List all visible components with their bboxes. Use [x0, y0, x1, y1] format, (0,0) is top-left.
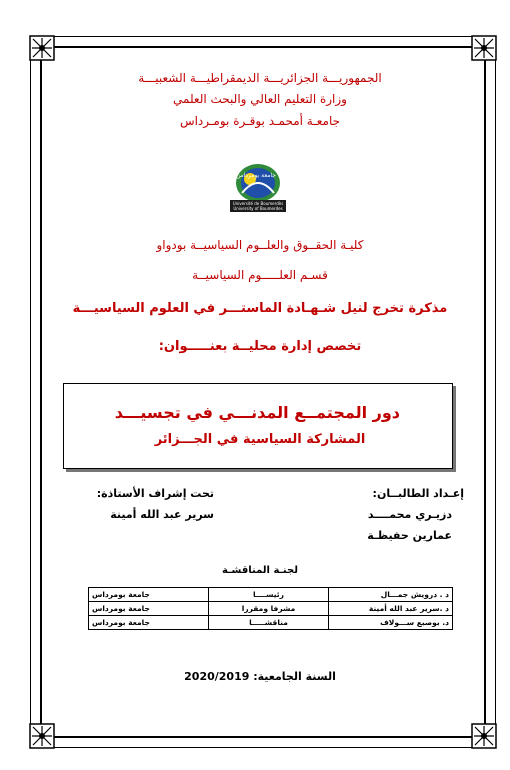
- student-name-2: عمارين حفيظـة: [367, 529, 452, 542]
- thesis-title-line-2: المشاركة السياسية في الجـــزائر: [154, 432, 366, 447]
- student-name-1: دزيـري محمــــد: [367, 508, 452, 521]
- thesis-title-line-1: دور المجتمــع المدنـــي في تجسيـــد: [114, 403, 400, 422]
- faculty-line: كليـة الحقــوق والعلــوم السياسيــة بودواو: [156, 238, 364, 252]
- jury-member-name: د . درويش جمـــال: [329, 588, 453, 602]
- logo-latin-line-2: University of Boumerdes: [233, 206, 283, 211]
- corner-ornament-icon: [471, 35, 497, 61]
- university-logo: [226, 163, 290, 213]
- logo-latin-line-1: Université de Boumerdès: [232, 201, 284, 206]
- jury-title: لجنـة المناقشـة: [222, 565, 298, 576]
- jury-member-role: مناقشـــــا: [209, 616, 329, 630]
- table-row: [89, 588, 453, 602]
- jury-member-institution: جامعة بومرداس: [89, 588, 209, 602]
- table-row: [89, 616, 453, 630]
- department-line: قسـم العلـــــوم السياسيــة: [192, 268, 328, 282]
- logo-arabic-text: جامعة بومرداس: [236, 172, 276, 179]
- academic-year: السنة الجامعية: 2020/2019: [184, 670, 336, 683]
- ministry-line: وزارة التعليم العالي والبحث العلمي: [173, 92, 347, 106]
- corner-ornament-icon: [29, 35, 55, 61]
- jury-member-name: د .سرير عبد الله أمينة: [329, 602, 453, 616]
- corner-ornament-icon: [29, 723, 55, 749]
- university-line: جامعـة أمحمـد بوقـرة بومـرداس: [179, 114, 341, 128]
- jury-member-institution: جامعة بومرداس: [89, 616, 209, 630]
- specialty-heading: تخصص إدارة محليــة بعنـــــوان:: [158, 339, 362, 354]
- supervisor-name: سرير عبد الله أمينة: [110, 508, 214, 521]
- supervisor-label: تحت إشراف الأستاذة:: [96, 487, 214, 500]
- republic-line: الجمهوريـــة الجزائريـــة الديمقراطيـــة الشعبيـــة: [138, 71, 382, 85]
- thesis-title-box: [63, 383, 453, 469]
- jury-table: [88, 587, 453, 630]
- corner-ornament-icon: [471, 723, 497, 749]
- jury-member-institution: جامعة بومرداس: [89, 602, 209, 616]
- thesis-type-heading: مذكرة تخرج لنيل شـهـادة الماستـــر في العلوم السياسيـــة: [72, 301, 448, 316]
- jury-member-name: د. بوصبع ســـولاف: [329, 616, 453, 630]
- students-label: إعـداد الطالبــان:: [372, 487, 464, 500]
- table-row: [89, 602, 453, 616]
- jury-member-role: مشرفا ومقررا: [209, 602, 329, 616]
- jury-member-role: رئيســــا: [209, 588, 329, 602]
